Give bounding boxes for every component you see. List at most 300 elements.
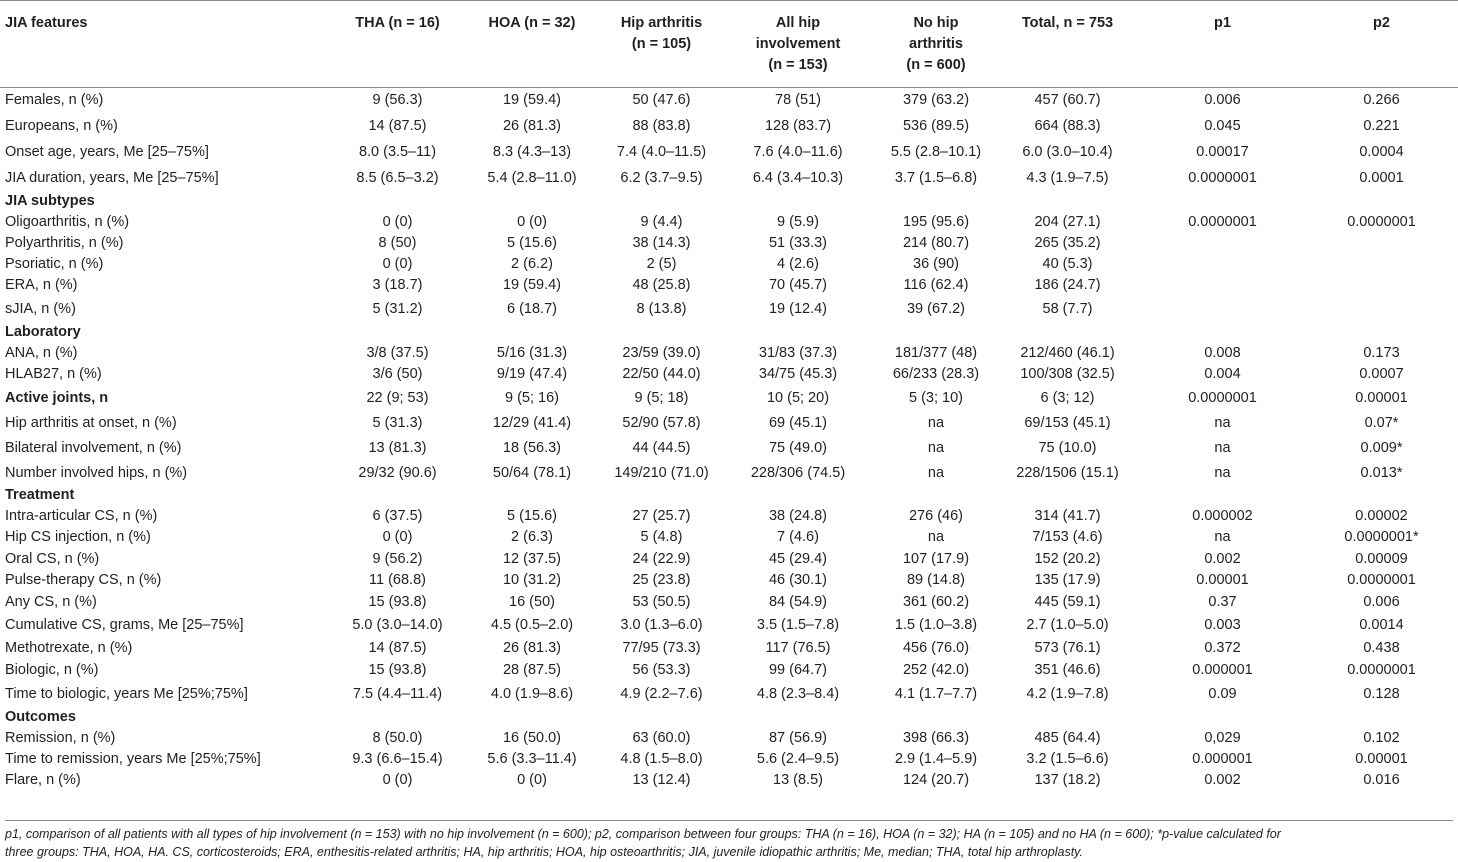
table-cell: 13 (81.3) bbox=[368, 440, 427, 456]
table-cell: 14 (87.5) bbox=[368, 117, 427, 134]
header-hip-arthritis-line2: (n = 105) bbox=[631, 36, 692, 52]
table-cell: 0 (0) bbox=[382, 256, 413, 272]
table-cell: 0 (0) bbox=[517, 214, 547, 230]
table-cell: 16 (50) bbox=[509, 594, 555, 610]
table-cell: 0.008 bbox=[1204, 345, 1241, 361]
table-cell bbox=[1305, 275, 1458, 296]
table-cell bbox=[1305, 296, 1458, 322]
table-row bbox=[0, 233, 1458, 254]
table-cell: 116 (62.4) bbox=[903, 277, 969, 293]
table-row bbox=[0, 254, 1458, 275]
table-cell: 23/59 (39.0) bbox=[622, 345, 701, 361]
table-cell: 0.0000001 bbox=[1188, 389, 1257, 406]
table-cell: 0.0001 bbox=[1359, 169, 1404, 186]
table-row bbox=[0, 165, 1458, 191]
table-cell: 9 (5; 16) bbox=[505, 389, 559, 406]
table-cell: 0,029 bbox=[1204, 730, 1241, 746]
table-cell: 0.0000001* bbox=[1344, 529, 1419, 545]
table-cell: 7.4 (4.0–11.5) bbox=[616, 143, 707, 160]
table-cell: 128 (83.7) bbox=[764, 117, 832, 134]
table-row bbox=[0, 637, 1458, 659]
table-cell: 19 (59.4) bbox=[502, 277, 562, 293]
table-cell: 75 (49.0) bbox=[768, 440, 828, 456]
header-total: Total, n = 753 bbox=[995, 1, 1140, 88]
header-hip-arthritis bbox=[604, 1, 719, 88]
header-tha: THA (n = 16) bbox=[335, 1, 460, 88]
table-cell: 5.6 (2.4–9.5) bbox=[756, 751, 840, 767]
row-label: Biologic, n (%) bbox=[5, 662, 99, 678]
row-label: Methotrexate, n (%) bbox=[5, 639, 133, 656]
table-cell: na bbox=[1214, 529, 1231, 545]
table-cell: 0.002 bbox=[1204, 550, 1241, 567]
section-row bbox=[0, 707, 1458, 728]
table-cell: 0.0014 bbox=[1359, 617, 1404, 633]
table-cell: 18 (56.3) bbox=[502, 440, 562, 456]
table-cell: na bbox=[1214, 415, 1231, 431]
table-row bbox=[0, 411, 1458, 436]
header-all-hip-involvement bbox=[719, 1, 877, 88]
table-cell: 7/153 (4.6) bbox=[1032, 529, 1103, 545]
table-cell: 204 (27.1) bbox=[1034, 214, 1101, 230]
table-cell: 40 (5.3) bbox=[1042, 256, 1093, 272]
table-row bbox=[0, 570, 1458, 591]
table-cell: 361 (60.2) bbox=[902, 594, 970, 610]
table-cell: 0.372 bbox=[1204, 639, 1241, 656]
table-cell: 0.00001 bbox=[1196, 572, 1249, 588]
table-cell: 4.3 (1.9–7.5) bbox=[1026, 169, 1109, 186]
table-cell: 15 (93.8) bbox=[368, 662, 427, 678]
table-cell: 457 (60.7) bbox=[1034, 92, 1101, 109]
table-cell: 0 (0) bbox=[382, 529, 413, 545]
table-cell: 0 (0) bbox=[382, 772, 413, 788]
table-row bbox=[0, 436, 1458, 461]
table-cell: 46 (30.1) bbox=[768, 572, 828, 588]
table-cell: 6.4 (3.4–10.3) bbox=[752, 169, 844, 186]
table-cell: 11 (68.8) bbox=[369, 572, 426, 588]
table-cell: 44 (44.5) bbox=[632, 440, 691, 456]
table-cell: 29/32 (90.6) bbox=[358, 464, 437, 481]
table-cell: 3.2 (1.5–6.6) bbox=[1026, 751, 1109, 767]
table-cell: 0.006 bbox=[1363, 594, 1400, 610]
section-heading: Treatment bbox=[5, 487, 75, 503]
table-cell: 5 (15.6) bbox=[507, 235, 557, 251]
header-no-hip-line2: arthritis bbox=[909, 36, 963, 52]
table-cell: 0.016 bbox=[1363, 772, 1400, 788]
table-row bbox=[0, 296, 1458, 322]
table-cell: 214 (80.7) bbox=[902, 235, 970, 251]
table-cell: 6.0 (3.0–10.4) bbox=[1022, 143, 1113, 160]
table-cell: 4.0 (1.9–8.6) bbox=[490, 686, 574, 702]
table-cell: 573 (76.1) bbox=[1034, 639, 1101, 656]
table-cell: 1.5 (1.0–3.8) bbox=[894, 617, 978, 633]
table-cell: 2 (5) bbox=[646, 256, 677, 272]
table-cell: 16 (50.0) bbox=[502, 730, 562, 746]
table-cell: 5/16 (31.3) bbox=[496, 345, 568, 361]
table-row bbox=[0, 527, 1458, 548]
table-row bbox=[0, 591, 1458, 614]
table-cell: 26 (81.3) bbox=[502, 117, 562, 134]
table-cell: 34/75 (45.3) bbox=[758, 366, 838, 382]
table-cell: 0.266 bbox=[1363, 92, 1400, 109]
table-cell: 27 (25.7) bbox=[632, 508, 691, 524]
table-cell bbox=[1140, 275, 1305, 296]
table-cell: 4 (2.6) bbox=[777, 256, 819, 272]
table-body bbox=[0, 88, 1458, 791]
table-cell: 137 (18.2) bbox=[1034, 772, 1101, 788]
table-cell: 9 (5.9) bbox=[777, 214, 819, 230]
table-cell: 664 (88.3) bbox=[1034, 117, 1101, 134]
row-label: JIA duration, years, Me [25–75%] bbox=[5, 169, 219, 186]
table-cell: 107 (17.9) bbox=[902, 550, 970, 567]
table-cell: 152 (20.2) bbox=[1034, 550, 1101, 567]
table-cell: 26 (81.3) bbox=[502, 639, 562, 656]
header-no-hip-arthritis bbox=[877, 1, 995, 88]
table-cell: 7.5 (4.4–11.4) bbox=[352, 686, 443, 702]
table-cell: 8.0 (3.5–11) bbox=[358, 143, 437, 160]
row-label: Time to biologic, years Me [25%;75%] bbox=[5, 686, 248, 702]
table-cell: 15 (93.8) bbox=[368, 594, 427, 610]
table-cell: 5 (4.8) bbox=[640, 529, 683, 545]
row-label: Europeans, n (%) bbox=[5, 117, 118, 134]
table-cell: 445 (59.1) bbox=[1034, 594, 1101, 610]
table-row bbox=[0, 506, 1458, 527]
table-cell: 0.0007 bbox=[1359, 366, 1404, 382]
table-cell: 8 (13.8) bbox=[636, 300, 687, 317]
table-cell: 0.438 bbox=[1363, 639, 1400, 656]
table-cell: 56 (53.3) bbox=[632, 662, 691, 678]
table-cell bbox=[1305, 254, 1458, 275]
table-row bbox=[0, 614, 1458, 637]
table-cell: 0.00001 bbox=[1355, 751, 1408, 767]
table-cell: 70 (45.7) bbox=[768, 277, 828, 293]
table-cell: 58 (7.7) bbox=[1042, 300, 1093, 317]
table-cell: 212/460 (46.1) bbox=[1020, 345, 1115, 361]
section-row bbox=[0, 191, 1458, 212]
row-label: Females, n (%) bbox=[5, 92, 104, 109]
table-cell: 0.07* bbox=[1364, 415, 1399, 431]
table-cell: 8.5 (6.5–3.2) bbox=[356, 169, 439, 186]
table-cell: 0.000002 bbox=[1192, 508, 1253, 524]
table-cell: 10 (31.2) bbox=[502, 572, 562, 588]
table-cell: 5 (31.3) bbox=[372, 415, 423, 431]
row-label: Cumulative CS, grams, Me [25–75%] bbox=[5, 617, 244, 633]
table-cell: 0.00017 bbox=[1196, 143, 1249, 160]
table-cell: 52/90 (57.8) bbox=[622, 415, 701, 431]
table-cell: 8 (50) bbox=[378, 235, 417, 251]
table-cell: 0.173 bbox=[1363, 345, 1400, 361]
table-cell: 181/377 (48) bbox=[894, 345, 978, 361]
table-cell: 38 (24.8) bbox=[768, 508, 828, 524]
table-cell: 5 (31.2) bbox=[372, 300, 423, 317]
table-cell: 9/19 (47.4) bbox=[496, 366, 568, 382]
table-cell: 0.045 bbox=[1204, 117, 1241, 134]
table-cell: 6 (18.7) bbox=[507, 300, 557, 317]
table-cell: na bbox=[927, 529, 945, 545]
table-cell: 124 (20.7) bbox=[902, 772, 970, 788]
table-cell: 63 (60.0) bbox=[632, 730, 691, 746]
table-cell: 3 (18.7) bbox=[372, 277, 423, 293]
table-row bbox=[0, 139, 1458, 165]
table-cell: 0 (0) bbox=[517, 772, 547, 788]
table-cell: 0.00009 bbox=[1355, 550, 1408, 567]
table-cell: 12 (37.5) bbox=[502, 550, 562, 567]
row-label: Hip arthritis at onset, n (%) bbox=[5, 415, 177, 431]
section-heading: JIA subtypes bbox=[5, 193, 95, 209]
table-cell: 9 (56.3) bbox=[372, 92, 423, 109]
table-cell: 0.009* bbox=[1360, 440, 1403, 456]
table-cell: 45 (29.4) bbox=[768, 550, 828, 567]
table-cell: 228/306 (74.5) bbox=[750, 464, 846, 481]
table-cell: 6 (3; 12) bbox=[1040, 389, 1095, 406]
table-cell: 24 (22.9) bbox=[632, 550, 691, 567]
table-cell: 3.7 (1.5–6.8) bbox=[894, 169, 978, 186]
row-label: HLAB27, n (%) bbox=[5, 366, 102, 382]
table-row bbox=[0, 364, 1458, 385]
header-jia-features: JIA features bbox=[0, 1, 335, 88]
table-cell: 4.8 (1.5–8.0) bbox=[620, 751, 703, 767]
table-cell: 6.2 (3.7–9.5) bbox=[620, 169, 703, 186]
header-hip-arthritis-line1: Hip arthritis bbox=[620, 15, 703, 31]
table-cell: na bbox=[927, 415, 945, 431]
table-cell: 0.006 bbox=[1204, 92, 1241, 109]
table-cell: 22/50 (44.0) bbox=[622, 366, 701, 382]
table-cell: 89 (14.8) bbox=[906, 572, 966, 588]
table-cell: 69 (45.1) bbox=[768, 415, 828, 431]
table-row bbox=[0, 749, 1458, 770]
table-cell: 276 (46) bbox=[908, 508, 963, 524]
table-cell: 456 (76.0) bbox=[902, 639, 970, 656]
table-cell: 13 (8.5) bbox=[773, 772, 823, 788]
header-no-hip-line1: No hip bbox=[913, 15, 959, 31]
row-label: ERA, n (%) bbox=[5, 277, 78, 293]
row-label: Bilateral involvement, n (%) bbox=[5, 440, 182, 456]
header-hoa: HOA (n = 32) bbox=[460, 1, 604, 88]
table-cell: 77/95 (73.3) bbox=[622, 639, 701, 656]
table-cell: 50 (47.6) bbox=[632, 92, 691, 109]
table-cell: 0.000001 bbox=[1192, 751, 1253, 767]
section-heading: Laboratory bbox=[5, 324, 81, 340]
table-cell: 4.5 (0.5–2.0) bbox=[490, 617, 574, 633]
table-cell: 25 (23.8) bbox=[632, 572, 691, 588]
table-cell bbox=[1140, 254, 1305, 275]
table-cell: 84 (54.9) bbox=[768, 594, 828, 610]
row-label: Flare, n (%) bbox=[5, 772, 81, 788]
row-label: Pulse-therapy CS, n (%) bbox=[5, 572, 162, 588]
row-label: Polyarthritis, n (%) bbox=[5, 235, 124, 251]
row-label: ANA, n (%) bbox=[5, 345, 78, 361]
table-row bbox=[0, 343, 1458, 364]
table-cell: 9 (56.2) bbox=[372, 550, 423, 567]
table-cell: 117 (76.5) bbox=[765, 639, 831, 656]
header-all-hip-line1: All hip bbox=[775, 15, 821, 31]
header-p2: p2 bbox=[1305, 1, 1458, 88]
table-cell: 3.0 (1.3–6.0) bbox=[620, 617, 703, 633]
table-cell: 10 (5; 20) bbox=[766, 389, 830, 406]
footnote-line1: p1, comparison of all patients with all types of hip involvement (n = 153) with no hip involvement (n = 600); p2, comparison between four groups: THA (n = 16), HOA (n = 32); HA (n = 105) and no HA (n = 600); *p-value calculated for bbox=[5, 827, 1281, 841]
table-cell: 75 (10.0) bbox=[1038, 440, 1097, 456]
row-label: Oral CS, n (%) bbox=[5, 550, 100, 567]
table-cell: na bbox=[1214, 464, 1231, 481]
table-cell: 0.00001 bbox=[1355, 389, 1408, 406]
table-cell: 0 (0) bbox=[382, 214, 413, 230]
row-label: Intra-articular CS, n (%) bbox=[5, 508, 158, 524]
table-cell bbox=[1140, 296, 1305, 322]
table-cell: 6 (37.5) bbox=[372, 508, 423, 524]
table-cell: 2 (6.2) bbox=[511, 256, 553, 272]
table-cell: 31/83 (37.3) bbox=[758, 345, 838, 361]
table-cell: 8.3 (4.3–13) bbox=[492, 143, 572, 160]
table-cell bbox=[1305, 233, 1458, 254]
table-cell: 0.0000001 bbox=[1347, 214, 1416, 230]
table-cell: 398 (66.3) bbox=[902, 730, 970, 746]
table-cell: 0.37 bbox=[1208, 594, 1237, 610]
table-cell: 0.09 bbox=[1208, 686, 1237, 702]
table-row bbox=[0, 728, 1458, 749]
table-cell: 39 (67.2) bbox=[906, 300, 966, 317]
table-cell: 5 (15.6) bbox=[507, 508, 557, 524]
row-label: Active joints, n bbox=[5, 389, 109, 406]
table-row bbox=[0, 113, 1458, 139]
table-cell: 4.1 (1.7–7.7) bbox=[894, 686, 978, 702]
row-label: sJIA, n (%) bbox=[5, 300, 76, 317]
table-cell: 5.6 (3.3–11.4) bbox=[487, 751, 577, 767]
table-cell: 19 (59.4) bbox=[502, 92, 562, 109]
table-cell: 3.5 (1.5–7.8) bbox=[756, 617, 840, 633]
table-cell: 8 (50.0) bbox=[372, 730, 423, 746]
table-cell: 536 (89.5) bbox=[902, 117, 970, 134]
row-label: Onset age, years, Me [25–75%] bbox=[5, 143, 209, 160]
table-cell: 22 (9; 53) bbox=[366, 389, 429, 406]
table-cell: 38 (14.3) bbox=[632, 235, 691, 251]
table-cell: 0.0000001 bbox=[1188, 169, 1257, 186]
table-cell: 100/308 (32.5) bbox=[1020, 366, 1115, 382]
table-cell: 99 (64.7) bbox=[768, 662, 828, 678]
footnote-line2: three groups: THA, HOA, HA. CS, corticosteroids; ERA, enthesitis-related arthritis; HA, hip arthritis; HOA, hip osteoarthritis; JIA, juvenile idiopathic arthritis; Me, median; THA, total hip arthroplasty. bbox=[5, 845, 1083, 859]
table-cell: 0.004 bbox=[1204, 366, 1241, 382]
table-cell: 53 (50.5) bbox=[632, 594, 691, 610]
table-cell: 87 (56.9) bbox=[768, 730, 828, 746]
table-row bbox=[0, 548, 1458, 570]
table-cell: na bbox=[927, 464, 945, 481]
table-cell: 0.102 bbox=[1363, 730, 1400, 746]
table-cell: 135 (17.9) bbox=[1034, 572, 1101, 588]
table-cell: 2 (6.3) bbox=[511, 529, 553, 545]
row-label: Hip CS injection, n (%) bbox=[5, 529, 151, 545]
table-cell: 88 (83.8) bbox=[632, 117, 691, 134]
table-cell: na bbox=[927, 440, 945, 456]
table-cell: 0.00002 bbox=[1355, 508, 1408, 524]
table-cell: 12/29 (41.4) bbox=[492, 415, 572, 431]
header-all-hip-line3: (n = 153) bbox=[768, 57, 828, 73]
table-cell: 48 (25.8) bbox=[632, 277, 691, 293]
row-label: Oligoarthritis, n (%) bbox=[5, 214, 130, 230]
table-cell: 149/210 (71.0) bbox=[614, 464, 709, 481]
header-no-hip-line3: (n = 600) bbox=[906, 57, 966, 73]
table-cell: 14 (87.5) bbox=[368, 639, 427, 656]
table-row bbox=[0, 385, 1458, 411]
table-cell: 4.9 (2.2–7.6) bbox=[620, 686, 703, 702]
row-label: Number involved hips, n (%) bbox=[5, 464, 188, 481]
table-row bbox=[0, 770, 1458, 791]
table-cell: 252 (42.0) bbox=[902, 662, 970, 678]
row-label: Any CS, n (%) bbox=[5, 594, 97, 610]
table-cell: 78 (51) bbox=[775, 92, 821, 109]
table-cell: 0.0000001 bbox=[1188, 214, 1257, 230]
table-footnote bbox=[5, 820, 1453, 861]
table-cell: 5.0 (3.0–14.0) bbox=[352, 617, 443, 633]
table-cell: 7.6 (4.0–11.6) bbox=[753, 143, 843, 160]
section-row bbox=[0, 322, 1458, 343]
table-cell: 351 (46.6) bbox=[1034, 662, 1101, 678]
table-cell: na bbox=[1214, 440, 1231, 456]
table-cell: 0.0000001 bbox=[1347, 572, 1416, 588]
table-cell: 3/8 (37.5) bbox=[366, 345, 429, 361]
table-cell: 9.3 (6.6–15.4) bbox=[352, 751, 443, 767]
table-cell: 9 (5; 18) bbox=[634, 389, 689, 406]
table-row bbox=[0, 88, 1458, 113]
table-cell: 5 (3; 10) bbox=[909, 389, 963, 406]
table-cell: 4.2 (1.9–7.8) bbox=[1026, 686, 1109, 702]
table-cell: 5.4 (2.8–11.0) bbox=[487, 169, 577, 186]
table-cell: 69/153 (45.1) bbox=[1024, 415, 1111, 431]
table-cell: 0.003 bbox=[1204, 617, 1241, 633]
table-cell: 9 (4.4) bbox=[640, 214, 683, 230]
table-cell: 4.8 (2.3–8.4) bbox=[756, 686, 840, 702]
table-cell: 186 (24.7) bbox=[1034, 277, 1101, 293]
table-row bbox=[0, 682, 1458, 707]
table-cell: 13 (12.4) bbox=[632, 772, 691, 788]
table-cell: 50/64 (78.1) bbox=[492, 464, 572, 481]
header-p1: p1 bbox=[1140, 1, 1305, 88]
table-cell: 195 (95.6) bbox=[902, 214, 970, 230]
table-cell: 314 (41.7) bbox=[1034, 508, 1101, 524]
table-row bbox=[0, 275, 1458, 296]
table-cell: 19 (12.4) bbox=[768, 300, 828, 317]
table-cell: 51 (33.3) bbox=[768, 235, 828, 251]
row-label: Time to remission, years Me [25%;75%] bbox=[5, 751, 261, 767]
table-cell: 3/6 (50) bbox=[372, 366, 423, 382]
section-row bbox=[0, 485, 1458, 506]
table-cell: 228/1506 (15.1) bbox=[1016, 464, 1119, 481]
table-cell: 7 (4.6) bbox=[777, 529, 819, 545]
table-cell: 265 (35.2) bbox=[1034, 235, 1101, 251]
table-cell: 28 (87.5) bbox=[502, 662, 562, 678]
table-cell: 0.002 bbox=[1204, 772, 1241, 788]
table-row bbox=[0, 461, 1458, 485]
header-all-hip-line2: involvement bbox=[755, 36, 841, 52]
table-cell: 66/233 (28.3) bbox=[892, 366, 980, 382]
table-cell: 5.5 (2.8–10.1) bbox=[890, 143, 982, 160]
table-cell: 485 (64.4) bbox=[1034, 730, 1101, 746]
table-cell: 0.0000001 bbox=[1347, 662, 1416, 678]
table-cell: 0.000001 bbox=[1192, 662, 1253, 678]
table-cell: 0.128 bbox=[1363, 686, 1400, 702]
table-cell: 0.013* bbox=[1360, 464, 1403, 481]
table-row bbox=[0, 659, 1458, 682]
table-cell: 2.7 (1.0–5.0) bbox=[1026, 617, 1109, 633]
row-label: Remission, n (%) bbox=[5, 730, 116, 746]
table-cell: 0.0004 bbox=[1359, 143, 1404, 160]
section-heading: Outcomes bbox=[5, 709, 76, 725]
table-row bbox=[0, 212, 1458, 233]
table-cell bbox=[1140, 233, 1305, 254]
table-cell: 2.9 (1.4–5.9) bbox=[894, 751, 978, 767]
row-label: Psoriatic, n (%) bbox=[5, 256, 104, 272]
table-header bbox=[0, 1, 1458, 88]
table-cell: 0.221 bbox=[1363, 117, 1400, 134]
table-cell: 379 (63.2) bbox=[902, 92, 970, 109]
table-cell: 36 (90) bbox=[913, 256, 959, 272]
